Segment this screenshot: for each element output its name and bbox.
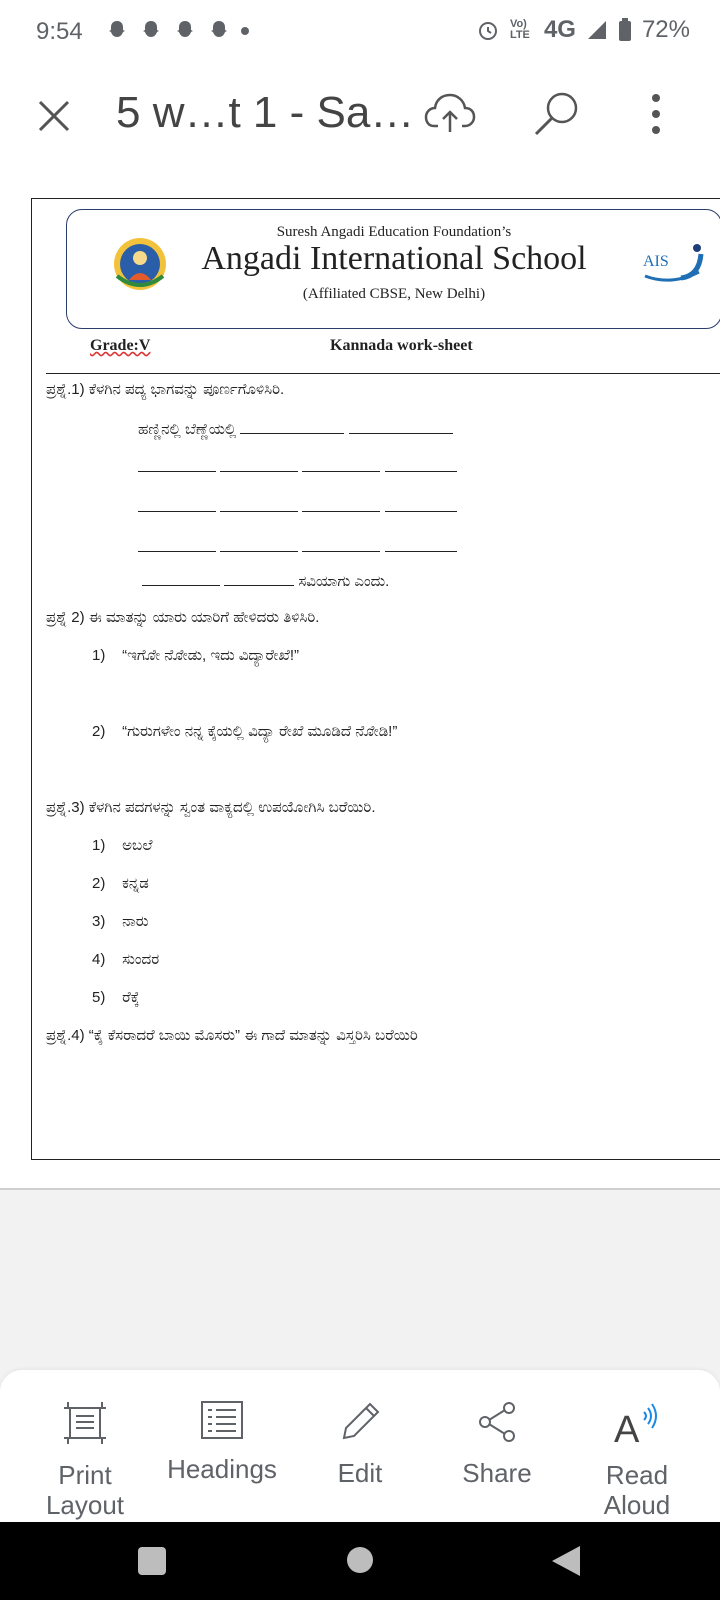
blank xyxy=(240,419,344,434)
q2-item xyxy=(92,647,299,664)
q1-line-4 xyxy=(138,537,457,556)
signal-icon xyxy=(586,19,608,41)
snapchat-icon xyxy=(172,18,198,44)
cloud-upload-icon xyxy=(424,90,476,136)
foundation-name: Suresh Angadi Education Foundation’s xyxy=(276,224,512,240)
recents-button-icon[interactable] xyxy=(137,1546,167,1576)
q1-line-5 xyxy=(142,571,389,590)
status-right xyxy=(476,16,690,44)
item-number: 3) xyxy=(92,913,106,930)
blank xyxy=(220,497,298,512)
item-number: 2) xyxy=(92,723,106,740)
item-text: “ಇಗೊೇ ನೊೇಡು, ಇದು ವಿದ್ಯಾರೇಖೆ!” xyxy=(122,647,300,664)
affiliation: (Affiliated CBSE, New Delhi) xyxy=(302,286,486,302)
q3-item xyxy=(92,951,159,968)
q1-line-3 xyxy=(138,497,457,516)
q1-end-text: ಸವಿಯಾಗು ಎಂದು. xyxy=(298,573,390,590)
headings-button[interactable] xyxy=(157,1400,287,1484)
svg-text:A: A xyxy=(614,1409,640,1446)
home-button-icon[interactable] xyxy=(346,1546,374,1574)
grade-label: Grade:V xyxy=(90,337,151,354)
document-page xyxy=(31,198,720,1160)
divider xyxy=(46,373,720,374)
item-text: ನಾರು xyxy=(122,913,149,930)
blank xyxy=(302,457,380,472)
edit-button[interactable] xyxy=(295,1400,425,1488)
item-number: 1) xyxy=(92,647,106,664)
item-number: 5) xyxy=(92,989,106,1006)
blank xyxy=(220,537,298,552)
q3-item xyxy=(92,875,149,892)
back-button-icon[interactable] xyxy=(550,1544,582,1578)
blank xyxy=(385,537,457,552)
question-1: ಪ್ರಶ್ನೆ.1) ಕೆಳಗಿನ ಪದ್ಯ ಭಾಗವನ್ನು ಪೂರ್ಣಗೊಳಿಸಿರಿ. xyxy=(46,381,285,398)
read-aloud-button[interactable] xyxy=(572,1400,702,1520)
app-bar xyxy=(0,64,720,170)
headings-icon xyxy=(200,1400,244,1440)
snapchat-icon xyxy=(206,18,232,44)
document-viewer[interactable] xyxy=(0,168,720,1190)
headings-label: Headings xyxy=(167,1454,277,1484)
blank xyxy=(385,497,457,512)
school-header xyxy=(66,209,720,329)
blank xyxy=(224,571,294,586)
more-vert-icon xyxy=(648,92,664,136)
q3-item xyxy=(92,989,139,1006)
volte-label: Vo) LTE xyxy=(509,18,530,41)
ais-logo-icon xyxy=(641,242,711,286)
notification-icons xyxy=(104,18,250,44)
q3-item xyxy=(92,837,153,854)
ais-logo xyxy=(641,242,711,291)
navigation-bar xyxy=(0,1522,720,1600)
blank xyxy=(385,457,457,472)
network-label: 4G xyxy=(543,16,576,43)
question-2: ಪ್ರಶ್ನೆ 2) ಈ ಮಾತನ್ನು ಯಾರು ಯಾರಿಗೆ ಹೇಳಿದರು ತಿಳಿಸಿರಿ. xyxy=(46,609,320,626)
q1-line-2 xyxy=(138,457,457,476)
ais-logo-text: AIS xyxy=(643,253,669,270)
print-layout-icon xyxy=(62,1400,108,1446)
search-icon xyxy=(532,88,582,138)
upload-button[interactable] xyxy=(424,90,476,141)
blank xyxy=(220,457,298,472)
q3-item xyxy=(92,913,149,930)
school-name: Angadi International School xyxy=(201,240,587,277)
battery-icon xyxy=(618,18,632,42)
question-3: ಪ್ರಶ್ನೆ.3) ಕೆಳಗಿನ ಪದಗಳನ್ನು ಸ್ವಂತ ವಾಕ್ಯದಲ್ಲಿ ಉಪಯೊೇಗಿಸಿ ಬರೆಯಿರಿ. xyxy=(46,799,376,816)
more-options-button[interactable] xyxy=(648,92,664,141)
print-layout-label: Print Layout xyxy=(45,1460,125,1520)
q1-start-text: ಹಣ್ಣಿನಲ್ಲಿ ಬೆಣ್ಣೆಯಲ್ಲಿ xyxy=(138,421,237,438)
share-button[interactable] xyxy=(432,1400,562,1488)
share-label: Share xyxy=(462,1458,532,1488)
search-button[interactable] xyxy=(532,88,582,143)
item-text: ರೆಕ್ಕೆ xyxy=(122,989,140,1006)
question-4: ಪ್ರಶ್ನೆ.4) “ಕೈ ಕೆಸರಾದರೆ ಬಾಯಿ ಮೊಸರು” ಈ ಗಾದೆ ಮಾತನ್ನು ವಿಸ್ತರಿಸಿ ಬರೆಯಿರಿ xyxy=(46,1027,418,1044)
battery-percent: 72% xyxy=(641,16,690,43)
read-aloud-icon xyxy=(612,1400,662,1446)
item-number: 2) xyxy=(92,875,106,892)
read-aloud-label: Read Aloud xyxy=(603,1460,671,1520)
close-button[interactable] xyxy=(30,92,78,140)
item-text: ಕನ್ನಡ xyxy=(122,875,149,892)
item-text: ಸುಂದರ xyxy=(122,951,160,968)
blank xyxy=(302,497,380,512)
close-icon xyxy=(30,92,78,140)
alarm-icon xyxy=(476,18,500,42)
blank xyxy=(142,571,220,586)
pencil-icon xyxy=(338,1400,382,1444)
status-time: 9:54 xyxy=(36,18,83,45)
bottom-toolbar xyxy=(0,1370,720,1522)
item-number: 4) xyxy=(92,951,106,968)
share-icon xyxy=(475,1400,519,1444)
blank xyxy=(138,497,216,512)
status-bar xyxy=(0,0,720,64)
q2-item xyxy=(92,723,397,740)
q1-line-1 xyxy=(138,419,453,438)
snapchat-icon xyxy=(138,18,164,44)
dot-icon xyxy=(240,26,250,36)
blank xyxy=(349,419,453,434)
snapchat-icon xyxy=(104,18,130,44)
worksheet-title: Kannada work-sheet xyxy=(330,337,473,354)
blank xyxy=(138,537,216,552)
document-title: 5 w…t 1 - Sa… xyxy=(116,88,415,137)
edit-label: Edit xyxy=(337,1458,383,1488)
item-text: “ಗುರುಗಳೇಂ ನನ್ನ ಕೈಯಲ್ಲಿ ವಿದ್ಯಾ ರೇಖೆ ಮೂಡಿದೆ ನೊೇಡಿ!” xyxy=(122,723,398,740)
blank xyxy=(302,537,380,552)
print-layout-button[interactable] xyxy=(20,1400,150,1520)
item-number: 1) xyxy=(92,837,106,854)
item-text: ಅಬಲೆ xyxy=(122,837,153,854)
blank xyxy=(138,457,216,472)
